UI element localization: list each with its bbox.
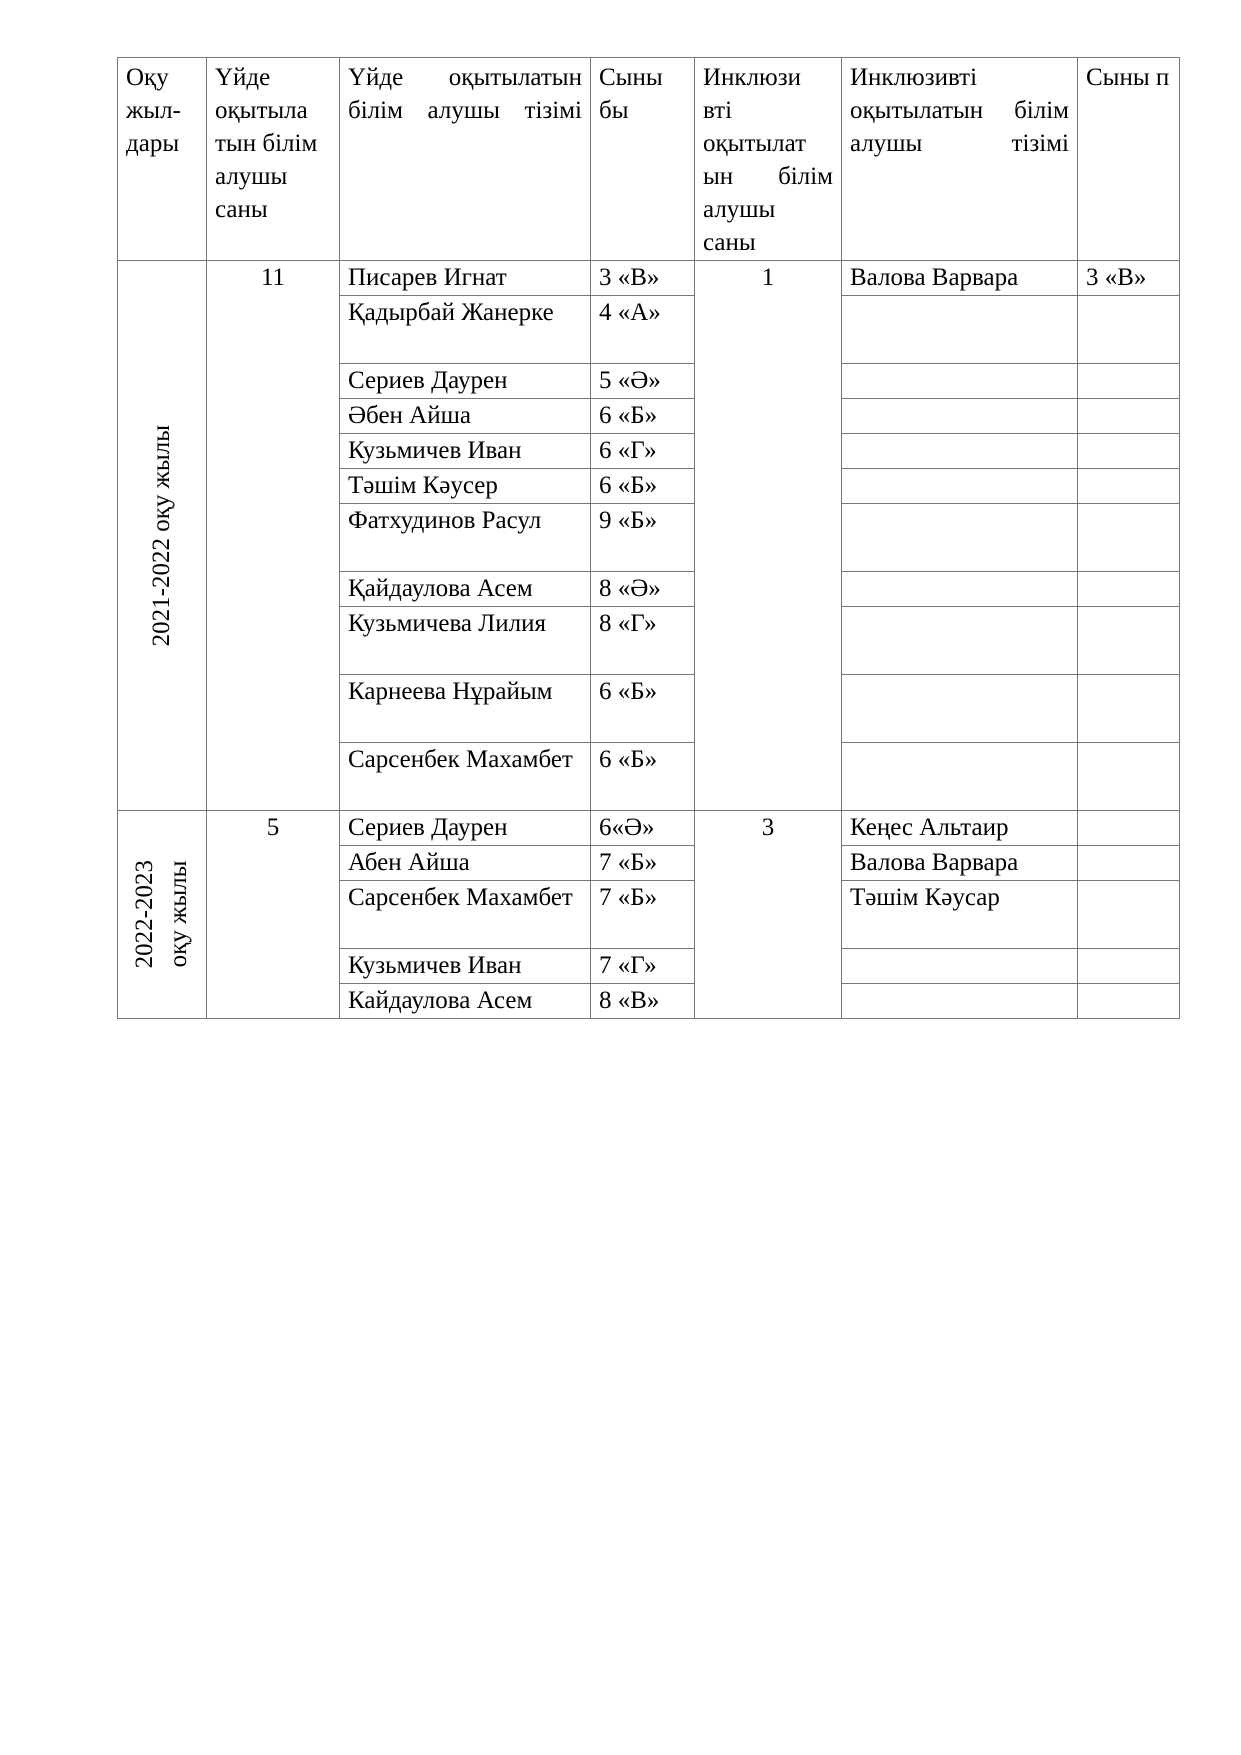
student-class: 6 «Б» <box>591 399 695 434</box>
student-name: Абен Айша <box>340 846 591 881</box>
year-cell <box>118 811 207 1019</box>
header-row <box>118 58 1180 261</box>
incl-student-class <box>1078 949 1180 984</box>
student-class: 7 «Б» <box>591 846 695 881</box>
header-home-count: Үйде оқытыла тын білім алушы саны <box>207 58 340 261</box>
student-class: 8 «Г» <box>591 607 695 675</box>
incl-student-class <box>1078 296 1180 364</box>
incl-student-name <box>842 364 1078 399</box>
incl-student-name <box>842 949 1078 984</box>
student-name: Кайдаулова Асем <box>340 984 591 1019</box>
student-name: Қайдаулова Асем <box>340 572 591 607</box>
student-name: Сериев Даурен <box>340 364 591 399</box>
incl-student-class <box>1078 743 1180 811</box>
incl-student-name <box>842 572 1078 607</box>
incl-student-class <box>1078 984 1180 1019</box>
year-label-line1: 2022-2023 <box>131 860 158 969</box>
student-class: 6«Ә» <box>591 811 695 846</box>
incl-student-class <box>1078 811 1180 846</box>
incl-student-class <box>1078 846 1180 881</box>
incl-student-class <box>1078 399 1180 434</box>
student-name: Әбен Айша <box>340 399 591 434</box>
year-label <box>128 860 196 968</box>
student-name: Кузьмичев Иван <box>340 434 591 469</box>
year-cell <box>118 261 207 811</box>
incl-student-name <box>842 675 1078 743</box>
student-name: Қадырбай Жанерке <box>340 296 591 364</box>
home-count-cell: 5 <box>207 811 340 1019</box>
header-incl-list: Инклюзивті оқытылатын білім алушы тізімі <box>842 58 1078 261</box>
incl-student-name <box>842 469 1078 504</box>
incl-count-cell: 3 <box>695 811 842 1019</box>
student-name: Сарсенбек Махамбет <box>340 881 591 949</box>
student-name: Кузьмичева Лилия <box>340 607 591 675</box>
incl-student-name: Кеңес Альтаир <box>842 811 1078 846</box>
student-name: Кузьмичев Иван <box>340 949 591 984</box>
incl-student-name <box>842 434 1078 469</box>
student-class: 6 «Б» <box>591 743 695 811</box>
table-row <box>118 261 1180 296</box>
incl-student-name <box>842 296 1078 364</box>
student-class: 5 «Ә» <box>591 364 695 399</box>
student-class: 9 «Б» <box>591 504 695 572</box>
student-name: Сарсенбек Махамбет <box>340 743 591 811</box>
incl-student-name: Валова Варвара <box>842 846 1078 881</box>
incl-student-name: Валова Варвара <box>842 261 1078 296</box>
header-home-list: Үйде оқытылатын білім алушы тізімі <box>340 58 591 261</box>
student-class: 6 «Б» <box>591 469 695 504</box>
student-class: 3 «В» <box>591 261 695 296</box>
student-class: 6 «Б» <box>591 675 695 743</box>
student-class: 7 «Б» <box>591 881 695 949</box>
incl-student-name <box>842 504 1078 572</box>
student-class: 7 «Г» <box>591 949 695 984</box>
student-class: 6 «Г» <box>591 434 695 469</box>
incl-student-name <box>842 399 1078 434</box>
header-incl-count: Инклюзи вті оқытылат ын білім алушы саны <box>695 58 842 261</box>
incl-student-name: Тәшім Кәусар <box>842 881 1078 949</box>
student-class: 4 «А» <box>591 296 695 364</box>
year-label: 2021-2022 оқу жылы <box>148 424 175 647</box>
incl-count-cell: 1 <box>695 261 842 811</box>
student-name: Тәшім Кәусер <box>340 469 591 504</box>
incl-student-name <box>842 607 1078 675</box>
header-incl-class: Сыны п <box>1078 58 1180 261</box>
home-count-cell: 11 <box>207 261 340 811</box>
incl-student-class <box>1078 881 1180 949</box>
student-class: 8 «Ә» <box>591 572 695 607</box>
incl-student-class <box>1078 469 1180 504</box>
incl-student-class <box>1078 675 1180 743</box>
incl-student-name <box>842 743 1078 811</box>
incl-student-class <box>1078 572 1180 607</box>
table-row <box>118 811 1180 846</box>
incl-student-class: 3 «В» <box>1078 261 1180 296</box>
incl-student-class <box>1078 364 1180 399</box>
student-name: Сериев Даурен <box>340 811 591 846</box>
header-home-class: Сыны бы <box>591 58 695 261</box>
student-class: 8 «В» <box>591 984 695 1019</box>
student-name: Фатхудинов Расул <box>340 504 591 572</box>
incl-student-class <box>1078 434 1180 469</box>
year-label-line2: оқу жылы <box>165 861 192 968</box>
incl-student-class <box>1078 504 1180 572</box>
incl-student-class <box>1078 607 1180 675</box>
student-name: Карнеева Нұрайым <box>340 675 591 743</box>
incl-student-name <box>842 984 1078 1019</box>
student-name: Писарев Игнат <box>340 261 591 296</box>
students-table <box>117 57 1180 1019</box>
header-years: Оқу жыл-дары <box>118 58 207 261</box>
